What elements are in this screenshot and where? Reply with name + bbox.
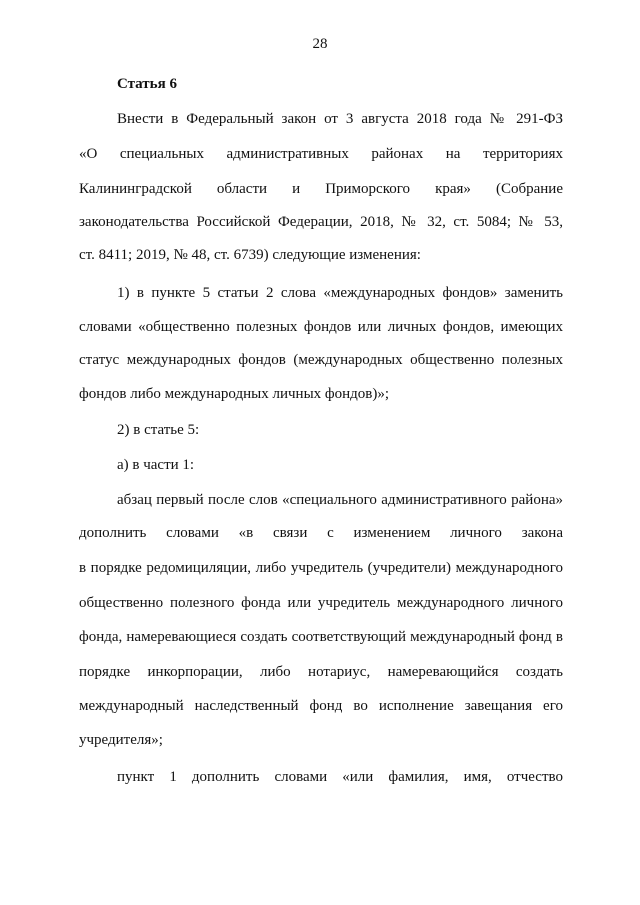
text-line: Калининградской области и Приморского края» (Собрание <box>79 181 563 197</box>
text-line: словами «общественно полезных фондов или личных фондов, имеющих <box>79 319 563 335</box>
text-line: законодательства Российской Федерации, 2018, № 32, ст. 5084; № 53, <box>79 214 563 230</box>
article-heading: Статья 6 <box>117 76 177 92</box>
text-line: 1) в пункте 5 статьи 2 слова «международных фондов» заменить <box>117 285 563 301</box>
text-line: статус международных фондов (международных общественно полезных <box>79 352 563 368</box>
text-line: фондов либо международных личных фондов)»; <box>79 386 390 402</box>
text-line: дополнить словами «в связи с изменением личного закона <box>79 525 563 541</box>
text-line: фонда, намеревающиеся создать соответствующий международный фонд в <box>79 629 563 645</box>
text-line: а) в части 1: <box>117 457 195 473</box>
text-line: в порядке редомициляции, либо учредитель (учредители) международного <box>79 560 563 576</box>
page-number: 28 <box>312 36 328 52</box>
text-line: международный наследственный фонд во исполнение завещания его <box>79 698 563 714</box>
text-line: Внести в Федеральный закон от 3 августа 2018 года № 291-ФЗ <box>117 111 563 127</box>
text-line: общественно полезного фонда или учредитель международного личного <box>79 595 563 611</box>
text-line: абзац первый после слов «специального административного района» <box>117 492 563 508</box>
text-line: порядке инкорпорации, либо нотариус, намеревающийся создать <box>79 664 563 680</box>
text-line: учредителя»; <box>79 732 163 748</box>
text-line: 2) в статье 5: <box>117 422 200 438</box>
text-line: пункт 1 дополнить словами «или фамилия, имя, отчество <box>117 769 563 785</box>
text-line: ст. 8411; 2019, № 48, ст. 6739) следующие изменения: <box>79 247 421 263</box>
text-line: «О специальных административных районах на территориях <box>79 146 563 162</box>
